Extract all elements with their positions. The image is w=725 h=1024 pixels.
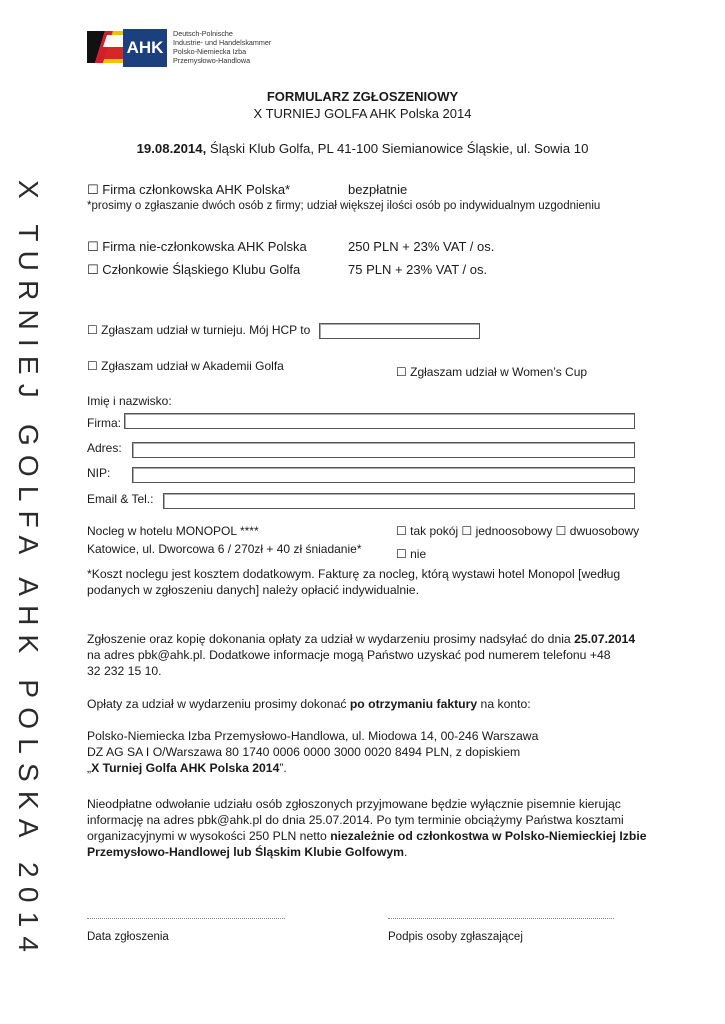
hotel-note-line: *Koszt noclegu jest kosztem dodatkowym. Fakturę za nocleg, którą wystawi hotel Monopol [według <box>87 567 621 581</box>
checkbox-icon[interactable]: ☐ <box>87 359 98 373</box>
flag-icon <box>87 31 123 63</box>
option-nonmember-label: Firma nie-członkowska AHK Polska <box>102 239 307 254</box>
hotel-line1: Nocleg w hotelu MONOPOL **** <box>87 524 259 538</box>
tournament-option[interactable] <box>87 323 310 337</box>
form-subtitle: X TURNIEJ GOLFA AHK Polska 2014 <box>253 106 472 121</box>
option-member-price: bezpłatnie <box>348 182 408 197</box>
checkbox-icon[interactable]: ☐ <box>555 524 567 538</box>
address-label: Adres: <box>87 441 122 455</box>
option-member-label: Firma członkowska AHK Polska* <box>102 182 291 197</box>
option-nonmember[interactable] <box>87 239 307 255</box>
option-member[interactable] <box>87 182 290 198</box>
logo-text <box>173 29 271 65</box>
date-label: Data zgłoszenia <box>87 931 169 943</box>
nip-label: NIP: <box>87 466 111 480</box>
logo-line: Przemysłowo-Handlowa <box>173 56 251 65</box>
hotel-no-option[interactable] <box>396 547 426 561</box>
name-label: Imię i nazwisko: <box>87 394 172 408</box>
cancellation-text: . <box>403 845 408 859</box>
hotel-note-line: podanych w zgłoszeniu danych] należy opłacić indywidualnie. <box>87 583 419 597</box>
event-date-venue <box>0 141 725 156</box>
option-member-note: *prosimy o zgłaszanie dwóch osób z firmy; udział większej ilości osób po indywidualnym uzgodnieniu <box>87 200 601 212</box>
ahk-logo <box>87 27 277 71</box>
ahk-brand: AHK <box>123 29 167 67</box>
payment-text: na konto: <box>477 697 531 711</box>
payment-line <box>87 696 639 712</box>
address-input[interactable] <box>132 442 635 458</box>
hotel-note <box>87 566 639 598</box>
event-date: 19.08.2014, <box>136 141 207 156</box>
company-label: Firma: <box>87 416 121 430</box>
cancellation-line: Nieodpłatne odwołanie udziału osób zgłoszonych przyjmowane będzie wyłącznie pisemnie kierując <box>87 797 621 811</box>
bank-quote: „ <box>87 761 92 775</box>
payment-emphasis: po otrzymaniu faktury <box>349 697 478 711</box>
hcp-input[interactable] <box>319 323 480 339</box>
option-club-label: Członkowie Śląskiego Klubu Golfa <box>102 262 301 277</box>
bank-line <box>87 760 639 776</box>
bank-reference: X Turniej Golfa AHK Polska 2014 <box>91 761 280 775</box>
option-nonmember-price: 250 PLN + 23% VAT / os. <box>348 239 495 254</box>
checkbox-icon[interactable]: ☐ <box>87 262 99 277</box>
logo-line: Polsko-Niemiecka Izba <box>173 47 247 56</box>
signature-line[interactable] <box>388 918 614 919</box>
checkbox-icon[interactable]: ☐ <box>396 547 407 561</box>
cancellation-emphasis: Przemysłowo-Handlowej lub Śląskim Klubie Golfowym <box>87 845 404 859</box>
contact-input[interactable] <box>163 493 635 509</box>
cancellation-info <box>87 796 647 860</box>
hotel-room-options <box>396 524 639 538</box>
cancellation-emphasis: niezależnie od członkostwa w Polsko-Niemieckiej Izbie <box>330 829 647 843</box>
submission-line: na adres pbk@ahk.pl. Dodatkowe informacje mogą Państwo uzyskać pod numerem telefonu +48 <box>87 648 611 662</box>
cancellation-text: organizacyjnymi w wysokości 250 PLN netto <box>87 829 331 843</box>
cancellation-line: informację na adres pbk@ahk.pl do dnia 25.07.2014. Po tym terminie obciążymy Państwa kosztami <box>87 813 624 827</box>
hotel-no-label: nie <box>410 547 427 561</box>
checkbox-icon[interactable]: ☐ <box>87 323 98 337</box>
option-club-price: 75 PLN + 23% VAT / os. <box>348 262 488 277</box>
cancellation-line <box>87 828 647 844</box>
hotel-double-label: dwuosobowy <box>569 524 640 538</box>
checkbox-icon[interactable]: ☐ <box>87 182 99 197</box>
bank-quote: ”. <box>279 761 287 775</box>
hotel-line2: Katowice, ul. Dworcowa 6 / 270zł + 40 zł śniadanie* <box>87 542 362 556</box>
bank-line: DZ AG SA I O/Warszawa 80 1740 0006 0000 3000 0020 8494 PLN, z dopiskiem <box>87 745 521 759</box>
hotel-single-label: jednoosobowy <box>475 524 553 538</box>
form-title: FORMULARZ ZGŁOSZENIOWY <box>266 89 459 104</box>
womens-cup-option[interactable] <box>396 365 587 379</box>
payment-text: Opłaty za udział w wydarzeniu prosimy dokonać <box>87 697 350 711</box>
checkbox-icon[interactable]: ☐ <box>461 524 473 538</box>
payment-info <box>87 696 639 712</box>
checkbox-icon[interactable]: ☐ <box>396 524 407 538</box>
hotel-yes-label: tak pokój <box>410 524 459 538</box>
checkbox-icon[interactable]: ☐ <box>87 239 99 254</box>
submission-info <box>87 631 639 679</box>
option-club-member[interactable] <box>87 262 300 278</box>
academy-label: Zgłaszam udział w Akademii Golfa <box>101 359 284 373</box>
nip-input[interactable] <box>132 467 635 483</box>
event-venue: Śląski Klub Golfa, PL 41-100 Siemianowice Śląskie, ul. Sowia 10 <box>206 141 589 156</box>
womens-cup-label: Zgłaszam udział w Women’s Cup <box>410 365 588 379</box>
cancellation-line <box>87 844 639 860</box>
academy-option[interactable] <box>87 359 284 373</box>
submission-text: Zgłoszenie oraz kopię dokonania opłaty za udział w wydarzeniu prosimy nadsyłać do dnia <box>87 632 575 646</box>
company-input[interactable] <box>124 413 635 429</box>
logo-line: Industrie- und Handelskammer <box>173 38 272 47</box>
logo-line: Deutsch-Polnische <box>173 29 233 38</box>
checkbox-icon[interactable]: ☐ <box>396 365 407 379</box>
submission-line: 32 232 15 10. <box>87 664 162 678</box>
date-signature-line[interactable] <box>87 918 285 919</box>
tournament-label: Zgłaszam udział w turnieju. Mój HCP to <box>101 323 311 337</box>
submission-deadline: 25.07.2014 <box>574 632 636 646</box>
bank-info <box>87 728 639 776</box>
contact-label: Email & Tel.: <box>87 492 154 506</box>
side-banner-text: X TURNIEJ GOLFA AHK POLSKA 2014 <box>13 180 44 962</box>
bank-line: Polsko-Niemiecka Izba Przemysłowo-Handlowa, ul. Miodowa 14, 00-246 Warszawa <box>87 729 539 743</box>
signature-label: Podpis osoby zgłaszającej <box>388 931 523 943</box>
submission-line <box>87 631 639 647</box>
